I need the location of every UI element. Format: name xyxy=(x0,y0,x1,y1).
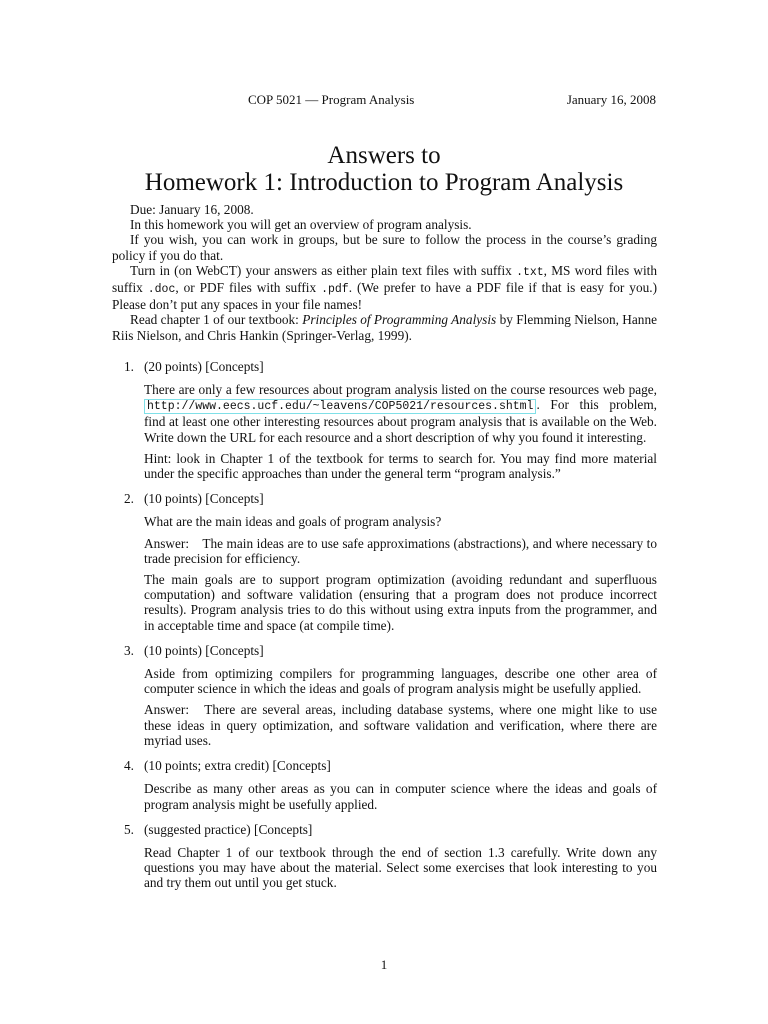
problem-body xyxy=(144,666,657,748)
problem-question: Describe as many other areas as you can in computer science where the ideas and goals of program analysis might be usefully applied. xyxy=(144,781,657,812)
problem-text xyxy=(144,382,657,445)
document-title xyxy=(112,142,656,196)
problem-body xyxy=(144,382,657,481)
problem-answer xyxy=(144,536,657,566)
problem-number: 4. xyxy=(124,758,134,774)
problem-body xyxy=(144,781,657,811)
problem-number: 3. xyxy=(124,642,134,658)
problem-question: What are the main ideas and goals of program analysis? xyxy=(144,514,442,530)
reading-text-a: Read chapter 1 of our textbook: xyxy=(130,312,303,328)
turnin-text-c: , or PDF files with suffix xyxy=(175,280,322,296)
title-line-1: Answers to xyxy=(327,142,441,169)
turnin-paragraph xyxy=(112,263,657,313)
resources-link[interactable]: http://www.eecs.ucf.edu/~leavens/COP5021/resources.shtml xyxy=(144,399,536,414)
suffix-doc: .doc xyxy=(147,283,176,297)
turnin-text-d: . (We prefer to have a PDF file if that is easy for you.) Please don’t put any spaces in your file names! xyxy=(112,280,658,313)
course-title: COP 5021 — Program Analysis xyxy=(248,92,415,107)
problem-text-b: . For this problem, find at least one other interesting resources about program analysis that is available on the Web. Write down the URL for each resource and a short description of why you found it interesting. xyxy=(144,397,657,445)
problem-text-a: There are only a few resources about program analysis listed on the course resources web page, xyxy=(144,382,657,398)
reading-paragraph xyxy=(112,312,657,342)
header-date: January 16, 2008 xyxy=(566,92,656,107)
problem-label: (20 points) [Concepts] xyxy=(144,358,264,374)
problem-body xyxy=(144,845,657,891)
problem-4 xyxy=(112,758,657,812)
answer-text: The main ideas are to use safe approximations (abstractions), and where necessary to trade precision for efficiency. xyxy=(144,535,657,566)
answer-text: There are several areas, including database systems, where one might like to use these ideas in query optimization, and software validation and verification, where there are myriad uses. xyxy=(144,702,657,748)
page-number: 1 xyxy=(380,957,388,972)
problem-label: (10 points; extra credit) [Concepts] xyxy=(144,758,331,774)
answer-label: Answer: xyxy=(144,535,190,551)
groups-paragraph: If you wish, you can work in groups, but be sure to follow the process in the course’s grading policy if you do that. xyxy=(112,232,657,263)
problem-5 xyxy=(112,822,657,891)
problem-question: Aside from optimizing compilers for programming languages, describe one other area of computer science in which the ideas and goals of program analysis might be usefully applied. xyxy=(144,666,657,697)
problem-body xyxy=(144,514,657,632)
problem-3 xyxy=(112,643,657,748)
problem-list xyxy=(112,359,657,891)
answer-label: Answer: xyxy=(144,702,190,718)
problem-question: Read Chapter 1 of our textbook through the end of section 1.3 carefully. Write down any questions you may have about the material. Select some exercises that look interesting to you and try them out until you get stuck. xyxy=(144,844,657,891)
problem-number: 1. xyxy=(124,358,134,374)
overview-paragraph: In this homework you will get an overview of program analysis. xyxy=(130,217,472,233)
title-line-2: Homework 1: Introduction to Program Analysis xyxy=(144,169,624,196)
suffix-txt: .txt xyxy=(516,265,544,279)
problem-label: (10 points) [Concepts] xyxy=(144,642,264,658)
problem-number: 2. xyxy=(124,491,134,507)
problem-label: (suggested practice) [Concepts] xyxy=(144,821,313,837)
turnin-text-a: Turn in (on WebCT) your answers as either plain text files with suffix xyxy=(130,262,517,278)
problem-2 xyxy=(112,491,657,633)
suffix-pdf: .pdf xyxy=(321,283,349,297)
problem-1 xyxy=(112,359,657,481)
problem-number: 5. xyxy=(124,821,134,837)
problem-hint: Hint: look in Chapter 1 of the textbook for terms to search for. You may find more material under the specific approaches than under the general term “program analysis.” xyxy=(144,450,657,482)
due-date-paragraph: Due: January 16, 2008. xyxy=(130,202,254,217)
problem-answer-continued: The main goals are to support program optimization (avoiding redundant and superfluous computation) and software validation (ensuring that a program does not produce incorrect results). Program analysis tries to do this without using extra inputs from the programmer, and in acceptable time and space (at compile time). xyxy=(144,572,657,633)
book-title: Principles of Programming Analysis xyxy=(302,312,497,328)
turnin-text-b: , MS word files with suffix xyxy=(112,262,657,296)
problem-answer xyxy=(144,702,657,748)
document-body xyxy=(112,202,657,901)
problem-label: (10 points) [Concepts] xyxy=(144,491,264,507)
reading-text-b: by Flemming Nielson, Hanne Riis Nielson, and Chris Hankin (Springer-Verlag, 1999). xyxy=(112,312,657,343)
